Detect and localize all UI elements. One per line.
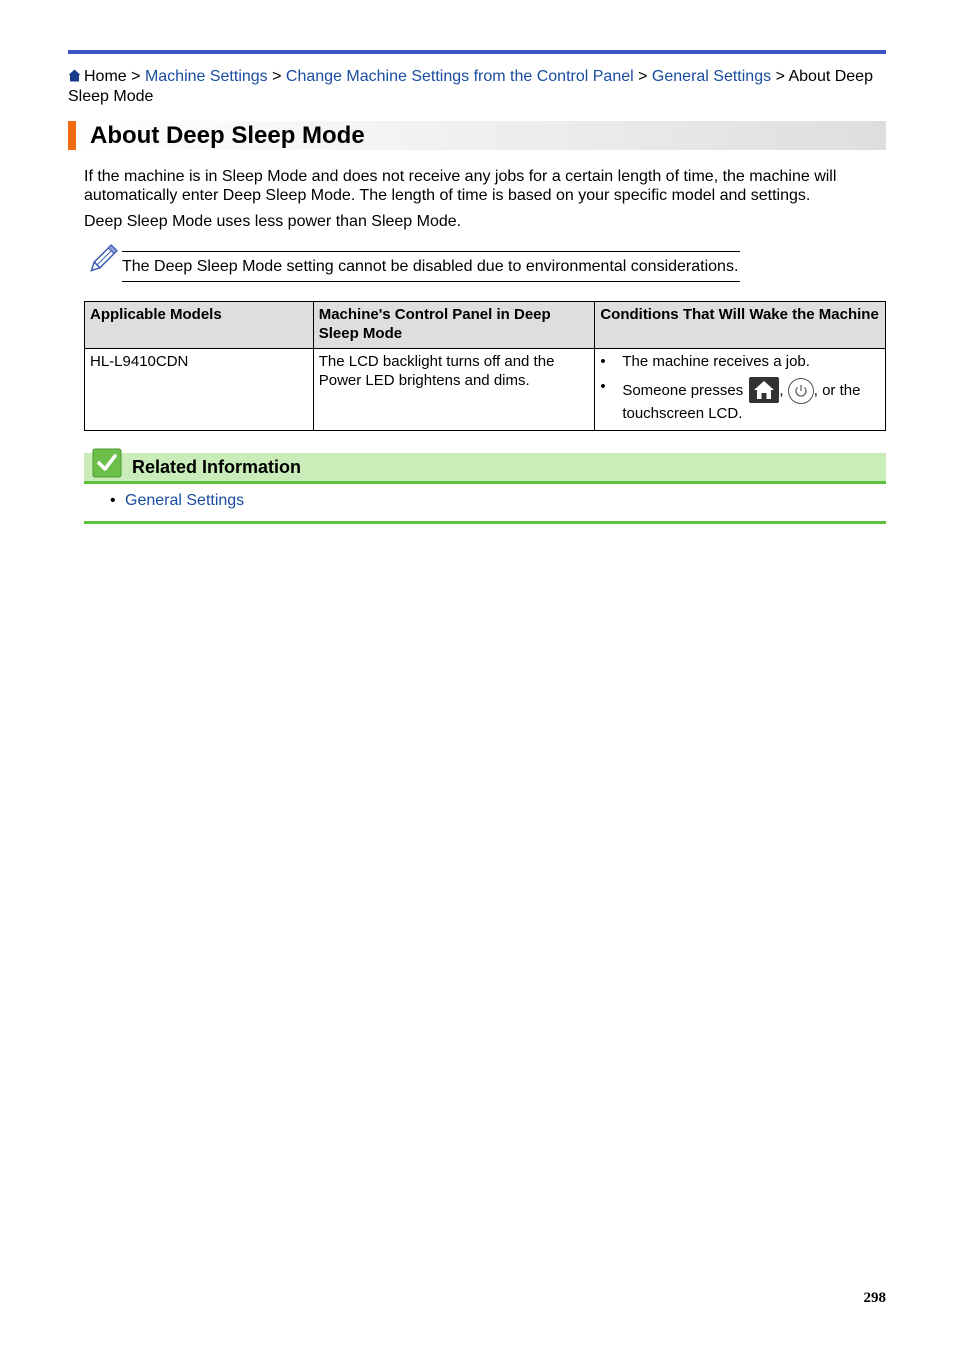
panel-cell: The LCD backlight turns off and the Power LED brightens and dims. [313,349,595,431]
models-table [84,301,886,431]
pencil-icon [86,243,118,277]
breadcrumb-link-change-settings[interactable]: Change Machine Settings from the Control Panel [285,68,634,85]
table-header: Applicable Models [85,302,314,349]
table-row [85,349,886,431]
home-button-icon [749,377,779,403]
note [86,243,746,285]
related-information-title: Related Information [132,457,302,477]
list-bullet: • [110,492,116,509]
related-link-general-settings[interactable]: General Settings [125,492,245,509]
conditions-list [600,352,880,423]
page-number: 298 [863,1290,886,1306]
condition-item: • Someone presses , , or the touchscreen LCD. [600,377,880,423]
page-title-bar [68,121,886,150]
note-box [122,251,740,282]
model-cell: HL-L9410CDN [85,349,314,431]
related-bottom-rule [84,521,886,524]
page-title: About Deep Sleep Mode [90,122,365,149]
breadcrumb-link-machine-settings[interactable]: Machine Settings [144,68,268,85]
table-header: Conditions That Will Wake the Machine [595,302,886,349]
breadcrumb-link-general-settings[interactable]: General Settings [651,68,772,85]
breadcrumb-current: About Deep Sleep Mode [68,68,873,105]
table-header: Machine's Control Panel in Deep Sleep Mode [313,302,595,349]
breadcrumb: Home > Machine Settings > Change Machine Settings from the Control Panel > General Settings > About Deep Sleep Mode [68,68,873,105]
power-button-icon [788,378,814,404]
title-accent [68,121,76,150]
intro-paragraph: If the machine is in Sleep Mode and does not receive any jobs for a certain length of time, the machine will automatically enter Deep Sleep Mode. The length of time is based on your specific model and settings. [84,168,837,204]
top-rule [68,50,886,54]
related-list [110,491,244,510]
home-icon [68,69,81,82]
table-header-row [85,302,886,349]
power-paragraph: Deep Sleep Mode uses less power than Sleep Mode. [84,213,462,230]
related-information-header [84,453,886,484]
breadcrumb-home: Home [84,68,127,85]
condition-item: • The machine receives a job. [600,352,880,371]
check-icon [92,448,122,478]
note-text: The Deep Sleep Mode setting cannot be disabled due to environmental considerations. [122,258,739,275]
conditions-cell [595,349,886,431]
